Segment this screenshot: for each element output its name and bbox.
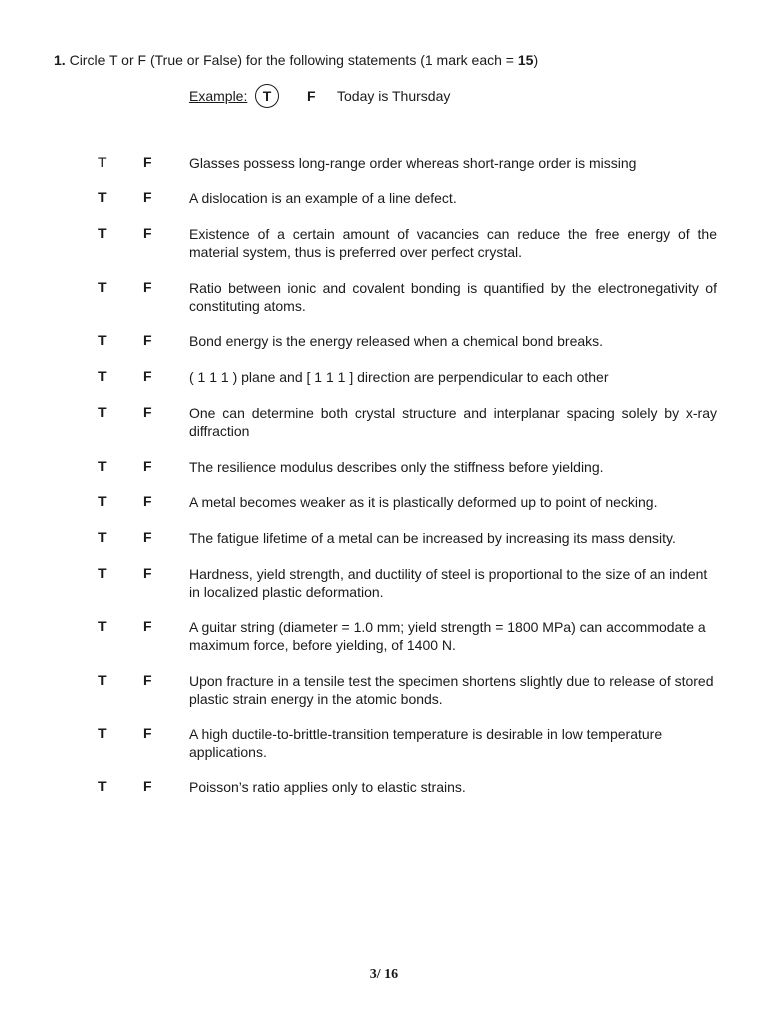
question-instruction: Circle T or F (True or False) for the following statements (1 mark each = [65,52,518,68]
false-option[interactable]: F [143,458,152,474]
statement-text: Upon fracture in a tensile test the specimen shortens slightly due to release of stored plastic strain energy in the atomic bonds. [189,673,714,707]
statement-text: The resilience modulus describes only the stiffness before yielding. [189,459,604,475]
statement-text: Poisson’s ratio applies only to elastic strains. [189,779,466,795]
true-option[interactable]: T [98,493,107,509]
true-option[interactable]: T [98,672,107,688]
true-option[interactable]: T [98,332,107,348]
statement-text: Existence of a certain amount of vacancies can reduce the free energy of the material system, thus is preferred over perfect crystal. [189,226,717,260]
question-marks: 15 [517,52,534,68]
statement-text: Bond energy is the energy released when a chemical bond breaks. [189,333,604,349]
statement-text: Ratio between ionic and covalent bonding is quantified by the electronegativity of constituting atoms. [189,280,717,314]
true-option[interactable]: T [98,154,107,170]
false-option[interactable]: F [143,493,152,509]
statement-text: The fatigue lifetime of a metal can be increased by increasing its mass density. [189,530,676,546]
false-option[interactable]: F [143,368,152,384]
true-option[interactable]: T [98,778,107,794]
true-option[interactable]: T [98,458,107,474]
false-option[interactable]: F [143,529,152,545]
false-option[interactable]: F [143,404,152,420]
false-option[interactable]: F [143,332,152,348]
example-f: F [307,88,316,104]
statement-text: One can determine both crystal structure and interplanar spacing solely by x-ray diffraction [189,405,717,439]
false-option[interactable]: F [143,778,152,794]
false-option[interactable]: F [143,225,152,241]
example-label: Example: [189,88,248,104]
false-option[interactable]: F [143,154,152,170]
false-option[interactable]: F [143,565,152,581]
statement-text: Hardness, yield strength, and ductility of steel is proportional to the size of an indent in localized plastic deformation. [189,566,708,600]
true-option[interactable]: T [98,404,107,420]
statement-text: ( 1 1 1 ) plane and [ 1 1 1 ] direction are perpendicular to each other [189,369,609,385]
question-number: 1. [54,52,66,68]
false-option[interactable]: F [143,725,152,741]
example-row [189,86,589,108]
true-option[interactable]: T [98,279,107,295]
question-closing: ) [533,52,539,68]
true-option[interactable]: T [98,529,107,545]
false-option[interactable]: F [143,279,152,295]
false-option[interactable]: F [143,672,152,688]
false-option[interactable]: F [143,618,152,634]
question-header [54,52,538,68]
true-option[interactable]: T [98,368,107,384]
statement-text: Glasses possess long-range order whereas short-range order is missing [189,155,637,171]
true-option[interactable]: T [98,725,107,741]
true-option[interactable]: T [98,618,107,634]
statement-text: A guitar string (diameter = 1.0 mm; yield strength = 1800 MPa) can accommodate a maximum force, before yielding, of 1400 N. [189,619,706,653]
example-text: Today is Thursday [337,88,451,104]
false-option[interactable]: F [143,189,152,205]
statement-text: A dislocation is an example of a line defect. [189,190,457,206]
page-number: 3/ 16 [369,967,399,982]
true-option[interactable]: T [98,189,107,205]
example-circled-t: T [255,84,279,108]
true-option[interactable]: T [98,225,107,241]
true-option[interactable]: T [98,565,107,581]
statement-text: A metal becomes weaker as it is plastically deformed up to point of necking. [189,494,658,510]
statement-text: A high ductile-to-brittle-transition temperature is desirable in low temperature applications. [189,726,663,760]
